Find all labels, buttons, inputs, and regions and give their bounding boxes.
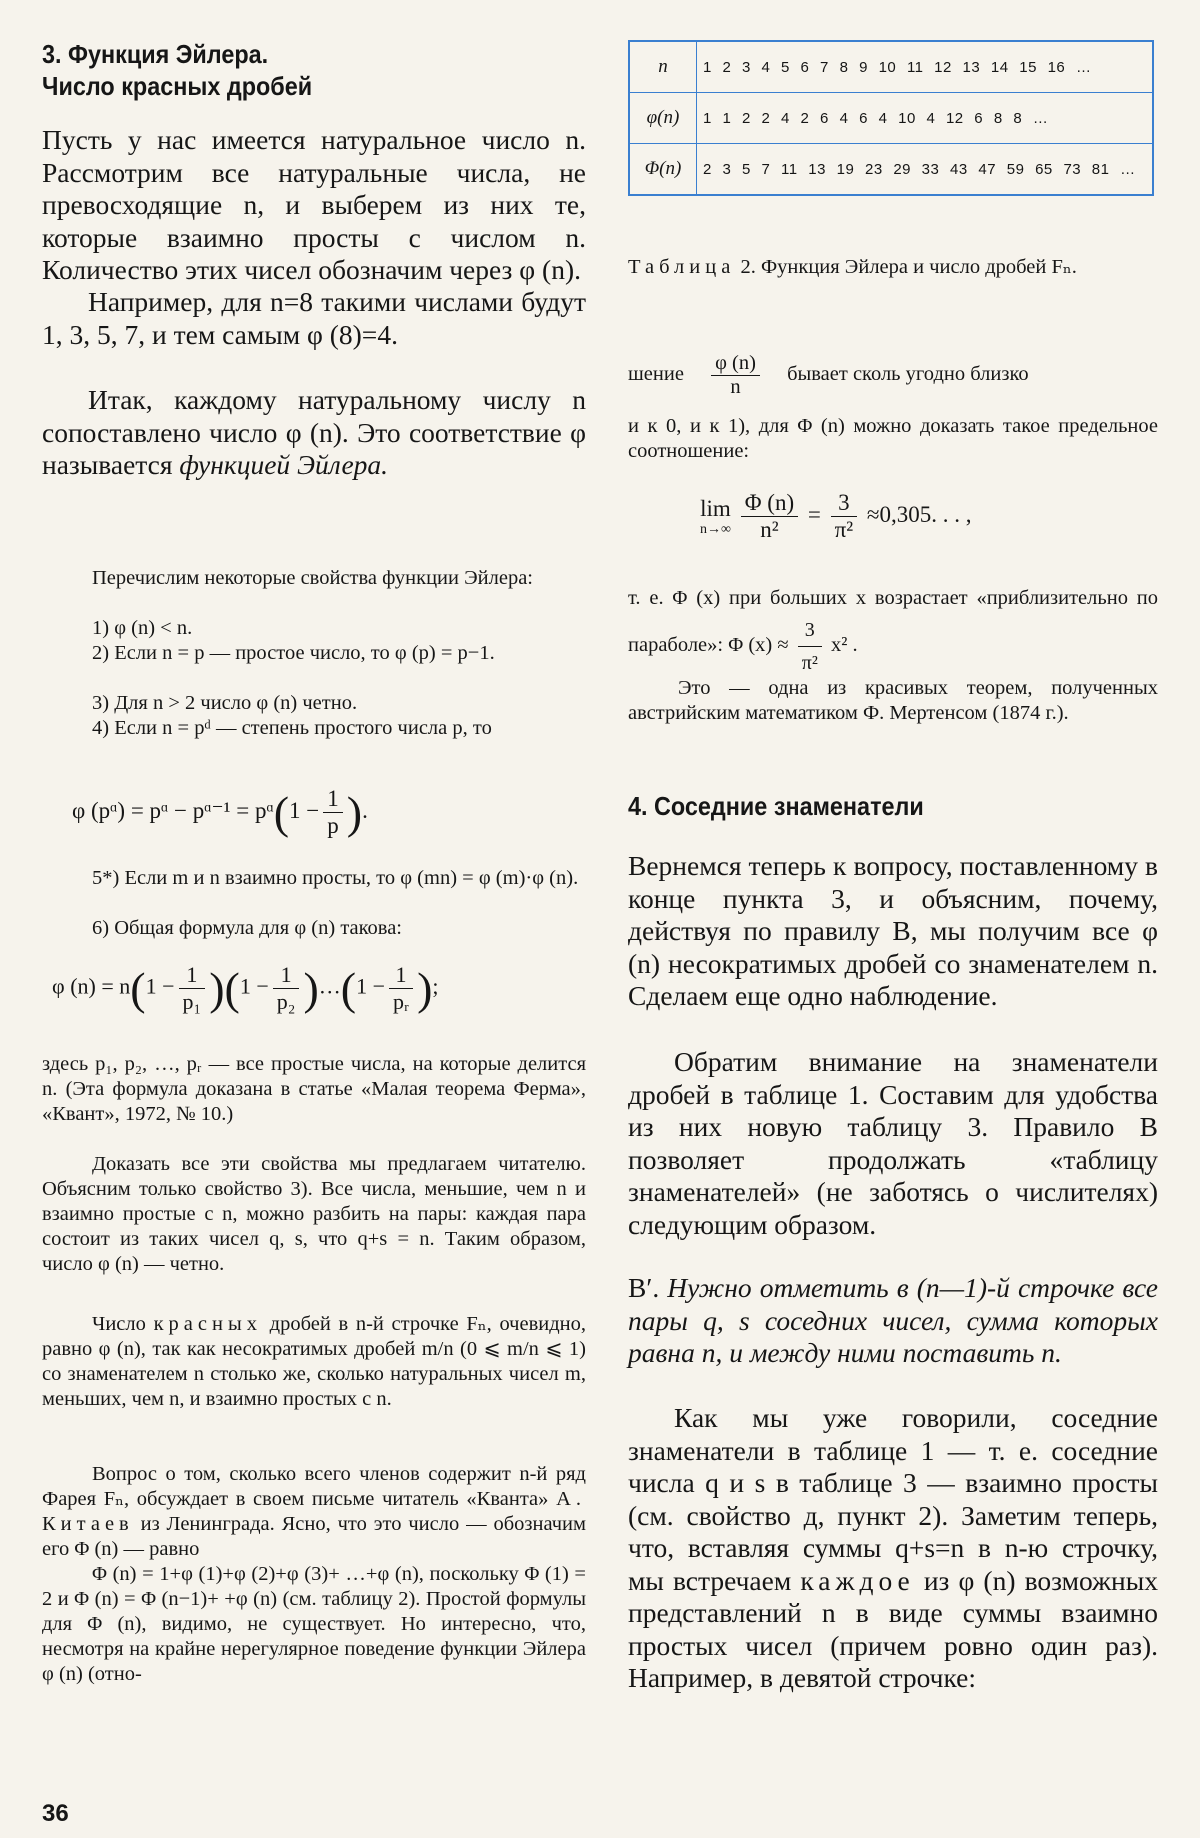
property-6: 6) Общая формула для φ (n) такова: — [92, 917, 403, 939]
mertens-paragraph: Это — одна из красивых теорем, полученных австрийским математиком Ф. Мертенсом (1874 г.). — [628, 677, 1158, 724]
lim-word: lim — [700, 495, 731, 521]
approx-paragraph — [628, 582, 1158, 679]
paragraph-denominators: Обратим внимание на знаменатели дробей в таблице 1. Составим для удобства из них новую таблицу 3. Правило B позволяет продолжать «таблицу знаменателей» (не заботясь о числителях) следующим образом. — [628, 1046, 1158, 1240]
paragraph-return: Вернемся теперь к вопросу, поставленному в конце пункта 3, и объясним, почему, действуя по правилу B, мы получим все φ (n) несократимых дробей со знаменателем n. Сделаем еще одно наблюдение. — [628, 850, 1158, 1011]
caption-rest: 2. Функция Эйлера и число дробей Fₙ. — [735, 256, 1077, 278]
formula6-p1: p₁ — [182, 989, 202, 1014]
formula4-num: 1 — [323, 786, 343, 813]
approx-tail: x² . — [830, 634, 858, 657]
red-start: Число — [92, 1313, 154, 1335]
formula4-den: p — [327, 813, 339, 838]
neighbors-rest: из φ (n) возможных представлений n в виде суммы взаимно простых чисел (причем ровно один раз). Например, в девятой строчке: — [628, 1564, 1158, 1693]
euler-text: Итак, каждому натуральному числу n сопоставлено число φ (n). Это соответствие φ называется — [42, 384, 586, 480]
property-6-note: здесь p₁, p₂, …, pᵣ — все простые числа, на которые делится n. (Эта формула доказана в статье «Малая теорема Ферма», «Квант», 1972, № 10.) — [42, 1053, 586, 1125]
paragraph-definition: Пусть у нас имеется натуральное число n. Рассмотрим все натуральные числа, не превосходящие n, и выберем из них те, которые взаимно просты с числом n. Количество этих чисел обозначим через φ (n). — [42, 124, 586, 285]
lim-sub: n→∞ — [700, 521, 731, 537]
page-number: 36 — [42, 1800, 69, 1827]
neighbors-start: Как мы уже говорили, соседние знаменатели в таблице 1 — т. е. соседние числа q и s в таблице 3 — взаимно просты (см. свойство д, пункт 2). Заметим теперь, что, вставляя суммы q+s=n в n-ю строчку, мы встречаем — [628, 1402, 1158, 1596]
sum-paragraph: Φ (n) = 1+φ (1)+φ (2)+φ (3)+ …+φ (n), поскольку Φ (1) = 2 и Φ (n) = Φ (n−1)+ +φ (n) (см. таблицу 2). Простой формулы для Φ (n), видимо, не существует. Но интересно, что, несмотря на крайне нерегулярное поведение функции Эйлера φ (n) (отно- — [42, 1563, 586, 1685]
lim-den: n² — [760, 517, 779, 542]
farey-paragraph — [42, 1462, 586, 1562]
farey-start: Вопрос о том, сколько всего членов содержит n-й ряд Фарея Fₙ, обсуждает в своем письме читатель «Кванта» — [42, 1463, 586, 1510]
row-n-label: n — [629, 41, 697, 93]
formula6-lhs: φ (n) = n — [52, 973, 131, 999]
formula4-one: 1 − — [289, 797, 320, 823]
property-3: 3) Для n > 2 число φ (n) четно. — [92, 692, 358, 714]
section-3-heading-line1: 3. Функция Эйлера. — [42, 39, 269, 69]
table-row-Phi — [629, 144, 1153, 196]
formula6-pr: pᵣ — [393, 989, 410, 1014]
lim-num: Φ (n) — [741, 490, 798, 517]
ratio-post: бывает сколь угодно близко — [787, 363, 1029, 386]
lim-num2: 3 — [831, 490, 858, 517]
ratio-num: φ (n) — [711, 352, 760, 376]
farey-author: А. Китаев — [42, 1488, 586, 1535]
table-row-phi — [629, 93, 1153, 144]
rule-label: B′. — [628, 1272, 668, 1303]
table-row-n — [629, 41, 1153, 93]
formula4-lhs: φ (pᵅ) = pᵅ − pᵅ⁻¹ = pᵅ — [72, 797, 274, 823]
ratio-line — [628, 352, 1029, 399]
red-rest: дробей в n-й строчке Fₙ, очевидно, равно φ (n), так как несократимых дробей m/n (0 ⩽ m/n ⩽ 1) со знаменателем n столько же, сколько натуральных чисел m, меньших, чем n, и взаимно простых с n. — [42, 1313, 586, 1410]
table-caption — [628, 254, 1154, 280]
proof-property-3: Доказать все эти свойства мы предлагаем читателю. Объясним только свойство 3). Все числа, меньшие, чем n и взаимно простые с n, можно разбить на пары: каждая пара состоит из таких чисел q, s, что q+s = n. Таким образом, число φ (n) — четно. — [42, 1153, 586, 1275]
properties-intro: Перечислим некоторые свойства функции Эйлера: — [92, 567, 533, 589]
red-fractions-paragraph — [42, 1312, 586, 1412]
paragraph-euler-function — [42, 384, 586, 482]
rule-text: Нужно отметить в (n—1)-й строчке все пары q, s соседних чисел, сумма которых равна n, и между ними поставить n. — [628, 1272, 1159, 1368]
euler-emphasis: функцией Эйлера. — [179, 449, 389, 480]
formula-general: φ (n) = n(1 − $\frac{1}{\text{p₁}}$ )(1 − $\frac{1}{\text{p₂}}$ )…(1 − $\frac{1}{\text{pᵣ}}$ ); — [52, 962, 439, 1014]
paragraph-example: Например, для n=8 такими числами будут 1, 3, 5, 7, и тем самым φ (8)=4. — [42, 286, 586, 350]
ratio-den: n — [730, 376, 741, 398]
euler-table — [628, 40, 1154, 196]
formula6-p2: p₂ — [276, 989, 296, 1014]
property-1: 1) φ (n) < n. — [92, 617, 193, 639]
rule-b-prime — [628, 1272, 1158, 1370]
lim-tail: ≈0,305. . . , — [866, 501, 972, 527]
row-Phi-values: 2 3 5 7 11 13 19 23 29 33 43 47 59 65 73 81 … — [697, 144, 1154, 196]
row-Phi-label: Φ(n) — [629, 144, 697, 196]
property-5: 5*) Если m и n взаимно просты, то φ (mn) = φ (m)·φ (n). — [92, 867, 579, 889]
row-phi-values: 1 1 2 2 4 2 6 4 6 4 10 4 12 6 8 8 … — [697, 93, 1154, 144]
formula-prime-power: φ (pᵅ) = pᵅ − pᵅ⁻¹ = pᵅ(1 − $\frac{1}{p}$ ). — [72, 786, 368, 838]
property-4: 4) Если n = pᵈ — степень простого числа p, то — [92, 717, 492, 739]
approx-text: т. е. Φ (x) при больших x возрастает «приблизительно по параболе»: Φ (x) ≈ — [628, 587, 1158, 657]
lim-den2: π² — [834, 517, 854, 542]
caption-word: Таблица — [628, 256, 736, 278]
row-phi-label: φ(n) — [629, 93, 697, 144]
approx-num: 3 — [798, 614, 822, 647]
section-3-heading-line2: Число красных дробей — [42, 71, 313, 101]
ratio-continuation: и к 0, и к 1), для Φ (n) можно доказать такое предельное соотношение: — [628, 415, 1158, 462]
property-2: 2) Если n = p — простое число, то φ (p) = p−1. — [92, 642, 495, 664]
farey-rest: из Ленинграда. Ясно, что это число — обозначим его Φ (n) — равно — [42, 1513, 586, 1560]
lim-eq: = — [807, 501, 821, 527]
red-word: красных — [153, 1313, 262, 1335]
section-4-heading: 4. Соседние знаменатели — [628, 791, 924, 821]
ratio-pre: шение — [628, 363, 684, 386]
row-n-values: 1 2 3 4 5 6 7 8 9 10 11 12 13 14 15 16 … — [697, 41, 1154, 93]
neighbors-word: каждое — [800, 1564, 915, 1596]
limit-formula — [700, 490, 972, 543]
approx-den: π² — [801, 652, 818, 674]
paragraph-neighbors — [628, 1402, 1158, 1695]
formula6-dots: … — [318, 973, 341, 999]
